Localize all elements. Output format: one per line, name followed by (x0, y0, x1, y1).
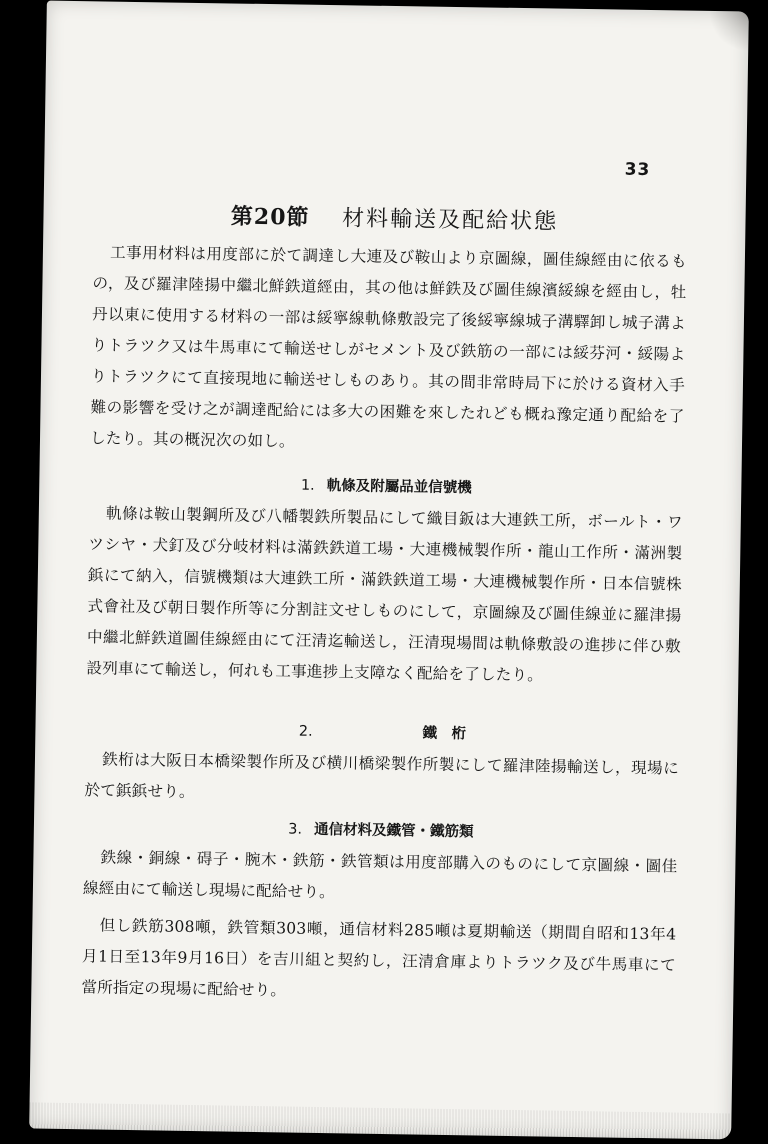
subsection-2 (84, 711, 679, 815)
section-title (43, 197, 745, 239)
subsection-3-title: 通信材料及鐵管・鐵筋類 (313, 821, 474, 841)
subsection-3-body: 鉄線・銅線・碍子・腕木・鉄筋・鉄管類は用度部購入のものにして京圖線・圖佳線經由にて輸送し現場に配給せり。 (82, 848, 678, 902)
subsection-2-body: 鉄桁は大阪日本橋梁製作所及び横川橋梁製作所製にして羅津陸揚輸送し，現場に於て鋲鋲せり。 (84, 750, 680, 801)
subsection-2-number: 2. (298, 723, 313, 740)
closing-paragraph: 但し鉄筋308噸，鉄管類303噸，通信材料285噸は夏期輸送（期間自昭和13年4月1日至13年9月16日）を吉川組と契約し，汪清倉庫よりトラツク及び牛馬車にて當所指定の現場に配給せり。 (81, 916, 677, 1000)
page-number: 33 (624, 159, 651, 181)
section-name: 材料輸送及配給状態 (341, 206, 559, 235)
scan-edge-texture (29, 1102, 731, 1139)
document-page (29, 1, 749, 1140)
subsection-1-number: 1. (300, 477, 315, 494)
scan-corner-texture (708, 11, 749, 52)
subsection-3 (81, 809, 678, 1012)
subsection-1-body: 軌條は鞍山製鋼所及び八幡製鉄所製品にして織目鈑は大連鉄工所，ボールト・ワツシヤ・犬釘及び分岐材料は滿鉄鉄道工場・大連機械製作所・龍山工作所・滿洲製鋲にて納入，信號機類は大連鉄工所・滿鉄鉄道工場・大連機械製作所・日本信號株式會社及び朝日製作所等に分割註文せしものにして，京圖線及び圖佳線並に羅津揚中繼北鮮鉄道圖佳線經由にて汪清迄輸送し，汪清現場間は軌條敷設の進捗に伴ひ敷設列車にて輸送し，何れも工事進捗上支障なく配給を了したり。 (86, 504, 683, 685)
subsection-2-title: 鐵 桁 (422, 725, 467, 743)
intro-paragraph: 工事用材料は用度部に於て調達し大連及び鞍山より京圖線，圖佳線經由に依るもの，及び羅津陸揚中繼北鮮鉄道經由，其の他は鮮鉄及び圖佳線濱綏線を經由し，牡丹以東に使用する材料の一部は綏寧線軌條敷設完了後綏寧線城子溝驛卸し城子溝よりトラツク又は牛馬車にて輸送せしがセメント及び鉄筋の一部には綏芬河・綏陽よりトラツクにて直接現地に輸送せしものあり。其の間非常時局下に於ける資材入手難の影響を受け之が調達配給には多大の困難を來したれども概ね豫定通り配給を了したり。其の概況次の如し。 (89, 243, 688, 451)
subsection-3-number: 3. (288, 821, 303, 838)
subsection-1-title: 軌條及附屬品並信號機 (326, 478, 472, 497)
subsection-1 (86, 465, 683, 693)
section-label: 第20節 (230, 203, 310, 231)
intro-block (90, 237, 687, 463)
